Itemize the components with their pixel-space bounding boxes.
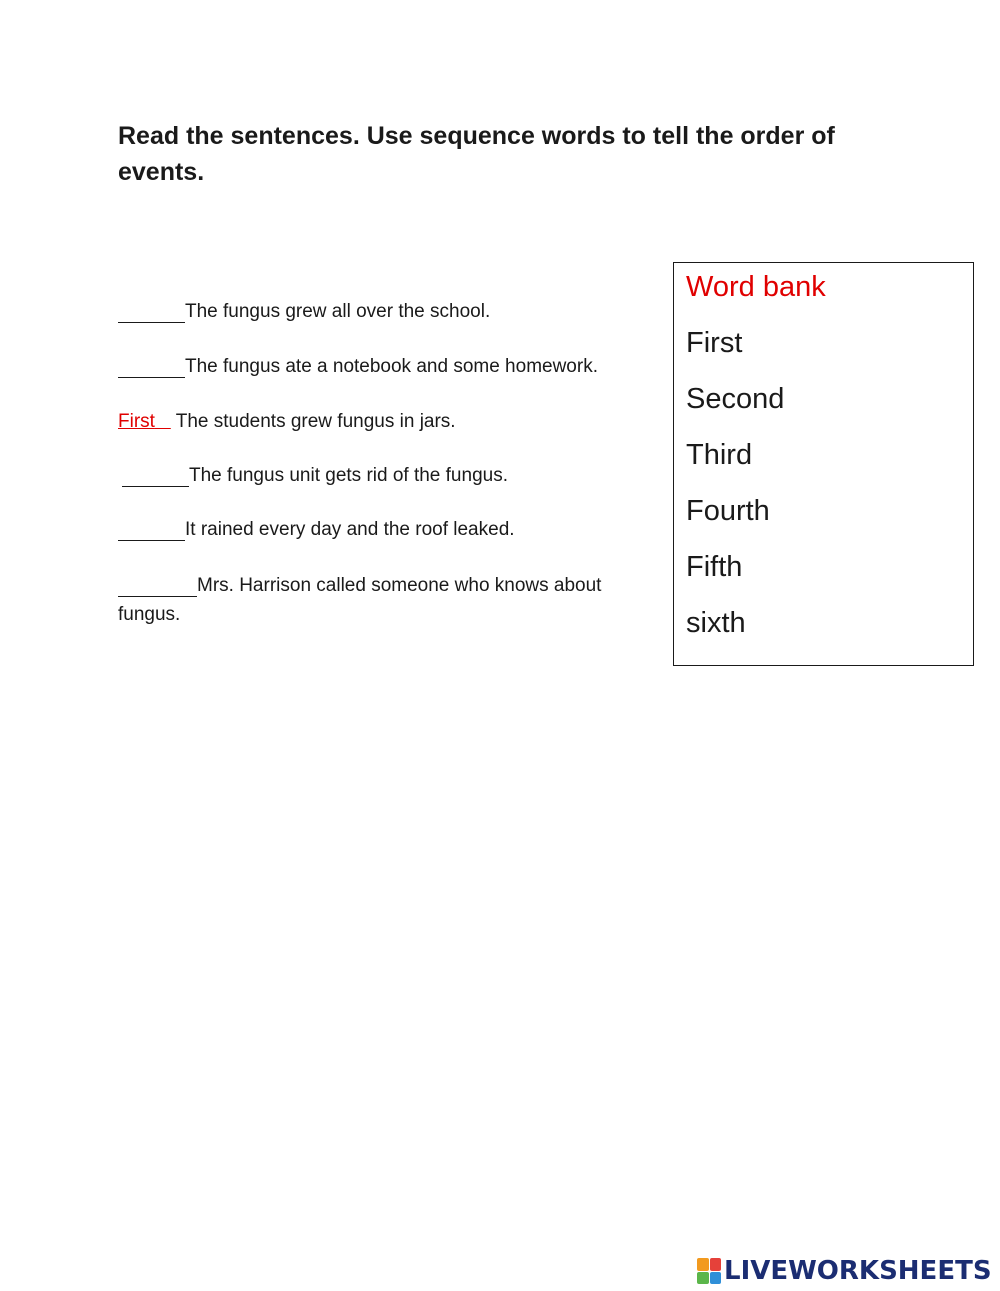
sentence-4-text: The fungus unit gets rid of the fungus. bbox=[189, 465, 508, 486]
answer-blank-4[interactable] bbox=[122, 466, 189, 487]
sentence-4 bbox=[122, 461, 662, 490]
liveworksheets-logo-icon bbox=[697, 1258, 721, 1284]
sentence-6-text: Mrs. Harrison called someone who knows about fungus. bbox=[118, 575, 607, 625]
sentence-1-text: The fungus grew all over the school. bbox=[185, 301, 491, 322]
answer-blank-1[interactable] bbox=[118, 302, 185, 323]
answer-3-value: First bbox=[118, 411, 155, 432]
sentence-1 bbox=[118, 297, 658, 326]
sentence-5-text: It rained every day and the roof leaked. bbox=[185, 519, 515, 540]
sentence-3-text: The students grew fungus in jars. bbox=[175, 411, 456, 432]
word-bank-title: Word bank bbox=[686, 271, 826, 303]
answer-blank-5[interactable] bbox=[118, 520, 185, 541]
word-bank-item: sixth bbox=[686, 607, 746, 639]
sentence-2 bbox=[118, 352, 658, 381]
liveworksheets-logo-text: LIVEWORKSHEETS bbox=[724, 1256, 992, 1286]
answer-blank-3-filled bbox=[118, 411, 171, 432]
word-bank-item: Second bbox=[686, 383, 785, 415]
word-bank-box bbox=[673, 262, 974, 666]
liveworksheets-logo bbox=[697, 1256, 992, 1286]
sentence-2-text: The fungus ate a notebook and some homework. bbox=[185, 356, 598, 377]
answer-blank-6[interactable] bbox=[118, 576, 197, 597]
answer-blank-2[interactable] bbox=[118, 357, 185, 378]
word-bank-item: Third bbox=[686, 439, 753, 471]
word-bank-item: Fourth bbox=[686, 495, 770, 527]
sentence-6 bbox=[118, 571, 658, 629]
word-bank-item: First bbox=[686, 327, 743, 359]
word-bank-item: Fifth bbox=[686, 551, 743, 583]
sentence-5 bbox=[118, 515, 658, 544]
sentence-3 bbox=[118, 407, 658, 436]
instructions-heading: Read the sentences. Use sequence words to tell the order of events. bbox=[118, 122, 835, 186]
